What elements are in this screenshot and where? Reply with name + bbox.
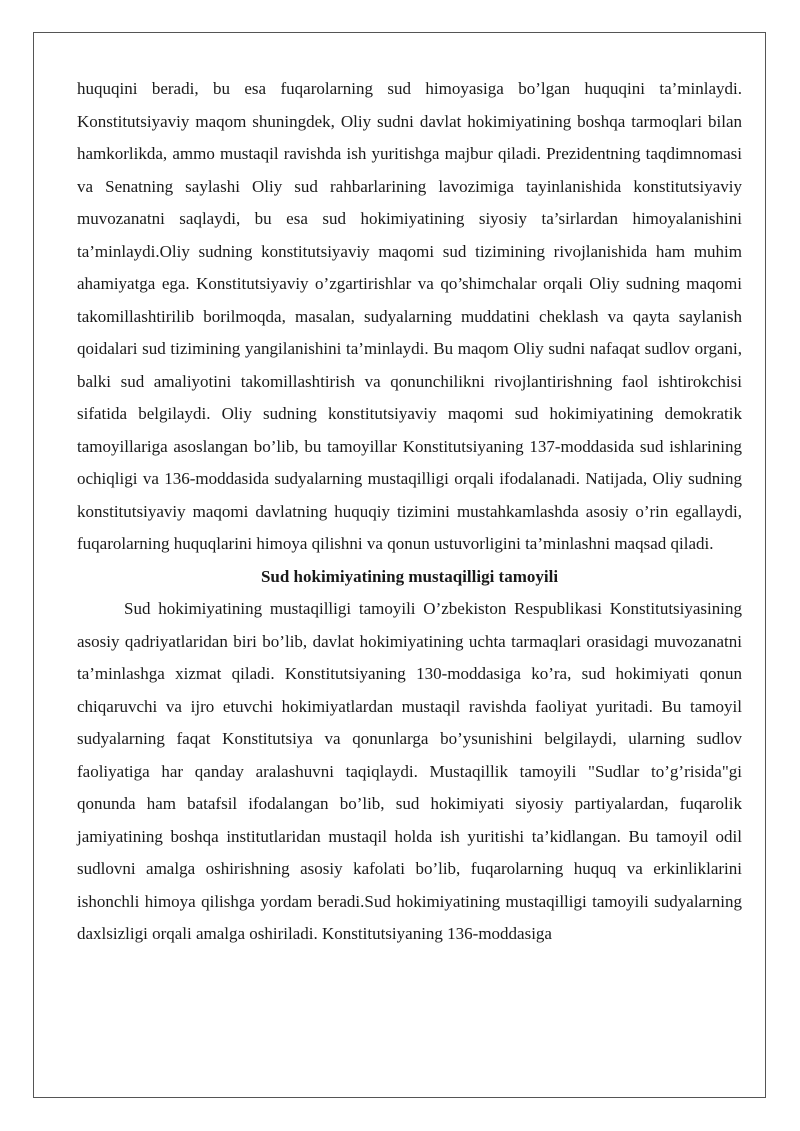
document-body — [77, 73, 742, 951]
section-heading: Sud hokimiyatining mustaqilligi tamoyili — [260, 566, 559, 586]
body-paragraph: huquqini beradi, bu esa fuqarolarning sud himoyasiga bo’lgan huquqini ta’minlaydi. Konstitutsiyaviy maqom shuningdek, Oliy sudni davlat hokimiyatining boshqa tarmoqlari bilan hamkorlikda, ammo mustaqil ravishda ish yuritishga majbur qiladi. Prezidentning taqdimnomasi va Senatning saylashi Oliy sud rahbarlarining lavozimiga tayinlanishida konstitutsiyaviy muvozanatni saqlaydi, bu esa sud hokimiyatining siyosiy ta’sirlardan himoyalanishini ta’minlaydi.Oliy sudning konstitutsiyaviy maqomi sud tizimining rivojlanishida ham muhim ahamiyatga ega. Konstitutsiyaviy o’zgartirishlar va qo’shimchalar orqali Oliy sudning maqomi takomillashtirilib borilmoqda, masalan, sudyalarning muddatini cheklash va qayta saylanish qoidalari sud tizimining yangilanishini ta’minlaydi. Bu maqom Oliy sudni nafaqat sudlov organi, balki sud amaliyotini takomillashtirish va qonunchilikni rivojlantirishning faol ishtirokchisi sifatida belgilaydi. Oliy sudning konstitutsiyaviy maqomi sud hokimiyatining demokratik tamoyillariga asoslangan bo’lib, bu tamoyillar Konstitutsiyaning 137-moddasida sud ishlarining ochiqligi va 136-moddasida sudyalarning mustaqilligi orqali ifodalanadi. Natijada, Oliy sudning konstitutsiyaviy maqomi davlatning huquqiy tizimini mustahkamlashda asosiy o’rin egallaydi, fuqarolarning huquqlarini himoya qilishni va qonun ustuvorligini ta’minlashni maqsad qiladi. — [77, 79, 742, 553]
body-paragraph: Sud hokimiyatining mustaqilligi tamoyili O’zbekiston Respublikasi Konstitutsiyasining asosiy qadriyatlaridan biri bo’lib, davlat hokimiyatining uchta tarmaqlari orasidagi muvozanatni ta’minlashga xizmat qiladi. Konstitutsiyaning 130-moddasiga ko’ra, sud hokimiyati qonun chiqaruvchi va ijro etuvchi hokimiyatlardan mustaqil ravishda faoliyat yuritadi. Bu tamoyil sudyalarning faqat Konstitutsiya va qonunlarga bo’ysunishini belgilaydi, ularning sudlov faoliyatiga har qanday aralashuvni taqiqlaydi. Mustaqillik tamoyili "Sudlar to’g’risida"gi qonunda ham batafsil ifodalangan bo’lib, sud hokimiyati siyosiy partiyalardan, fuqarolik jamiyatining boshqa institutlaridan mustaqil holda ish yuritishi ta’kidlangan. Bu tamoyil odil sudlovni amalga oshirishning asosiy kafolati bo’lib, fuqarolarning huquq va erkinliklarini ishonchli himoya qilishga yordam beradi.Sud hokimiyatining mustaqilligi tamoyili sudyalarning daxlsizligi orqali amalga oshiriladi. Konstitutsiyaning 136-moddasiga — [77, 599, 742, 943]
